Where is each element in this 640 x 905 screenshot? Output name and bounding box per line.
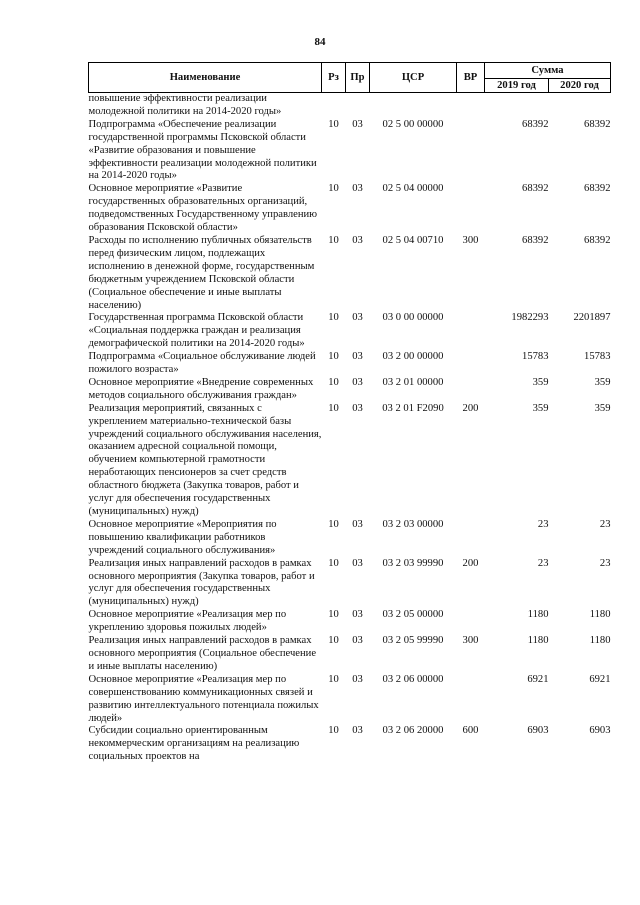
cell-rz: 10 [328, 518, 339, 530]
cell-rz: 10 [328, 635, 339, 647]
column-header-vr: ВР [457, 63, 485, 93]
cell-pr: 03 [352, 351, 363, 363]
cell-csr: 03 2 01 00000 [382, 376, 444, 388]
cell-sum-2019: 359 [532, 402, 549, 414]
cell-name: Основное мероприятие «Мероприятия по повышению квалификации работников учреждений социального обслуживания» [88, 518, 277, 556]
cell-sum-2020: 359 [594, 402, 611, 414]
table-row [89, 93, 611, 119]
cell-sum-2020: 1180 [589, 609, 611, 621]
cell-rz: 10 [328, 557, 339, 569]
cell-vr: 600 [462, 725, 479, 737]
cell-rz: 10 [328, 118, 339, 130]
cell-sum-2020 [549, 93, 611, 119]
cell-sum-2019: 1982293 [511, 312, 549, 324]
table-row [89, 235, 611, 312]
table-row [89, 403, 611, 519]
table-row [89, 312, 611, 351]
cell-name: Подпрограмма «Социальное обслуживание людей пожилого возраста» [88, 351, 316, 376]
column-header-rz: Рз [322, 63, 346, 93]
cell-name: Реализация мероприятий, связанных с укреплением материально-технической базы учреждений социального обслуживания населения, оказанием адресной социальной помощи, обучением компьютерной грамотности неработающих пенсионеров за счет средств областного бюджета (Закупка товаров, работ и услуг для обеспечения государственных (муниципальных) нужд) [88, 402, 322, 517]
table-row [89, 609, 611, 635]
cell-csr: 03 2 00 00000 [382, 351, 444, 363]
cell-sum-2019: 15783 [522, 351, 549, 363]
cell-rz: 10 [328, 673, 339, 685]
cell-name: Государственная программа Псковской области «Социальная поддержка граждан и реализация демографической политики на 2014-2020 годы» [88, 312, 305, 350]
cell-pr: 03 [352, 402, 363, 414]
column-header-pr: Пр [346, 63, 370, 93]
table-row [89, 725, 611, 764]
cell-name: повышение эффективности реализации молодежной политики на 2014-2020 годы» [88, 93, 282, 117]
cell-rz: 10 [328, 376, 339, 388]
cell-sum-2019: 68392 [522, 183, 549, 195]
cell-csr: 02 5 04 00710 [382, 234, 444, 246]
cell-sum-2020: 15783 [584, 351, 611, 363]
cell-csr: 03 0 00 00000 [382, 312, 444, 324]
cell-pr: 03 [352, 635, 363, 647]
table-header [89, 63, 611, 93]
table-row [89, 377, 611, 403]
cell-csr: 03 2 06 20000 [382, 725, 444, 737]
cell-vr [457, 519, 485, 558]
cell-sum-2019: 1180 [527, 635, 549, 647]
cell-vr [457, 609, 485, 635]
cell-vr [457, 93, 485, 119]
cell-vr [457, 674, 485, 726]
cell-vr: 200 [462, 402, 479, 414]
cell-sum-2020: 23 [599, 557, 611, 569]
column-header-2020: 2020 год [549, 79, 611, 93]
cell-sum-2019: 68392 [522, 118, 549, 130]
cell-pr: 03 [352, 118, 363, 130]
cell-sum-2020: 359 [594, 376, 611, 388]
table-row [89, 183, 611, 235]
cell-pr: 03 [352, 725, 363, 737]
cell-name: Основное мероприятие «Внедрение современных методов социального обслуживания граждан» [88, 376, 314, 401]
table-row [89, 351, 611, 377]
cell-rz: 10 [328, 402, 339, 414]
cell-name: Реализация иных направлений расходов в рамках основного мероприятия (Закупка товаров, работ и услуг для обеспечения государственных (муниципальных) нужд) [88, 557, 315, 608]
cell-pr: 03 [352, 609, 363, 621]
cell-sum-2020: 68392 [584, 183, 611, 195]
cell-csr: 03 2 03 99990 [382, 557, 444, 569]
table-row [89, 558, 611, 610]
cell-sum-2019: 23 [537, 518, 549, 530]
table-row [89, 674, 611, 726]
cell-pr: 03 [352, 234, 363, 246]
cell-csr: 03 2 01 F2090 [382, 402, 444, 414]
cell-sum-2019: 6903 [527, 725, 549, 737]
cell-rz: 10 [328, 609, 339, 621]
cell-csr: 03 2 05 99990 [382, 635, 444, 647]
cell-sum-2019: 68392 [522, 234, 549, 246]
cell-pr: 03 [352, 518, 363, 530]
cell-sum-2019: 23 [537, 557, 549, 569]
cell-sum-2020: 68392 [584, 118, 611, 130]
cell-vr [457, 183, 485, 235]
cell-sum-2020: 68392 [584, 234, 611, 246]
cell-vr [457, 312, 485, 351]
column-header-name: Наименование [89, 63, 322, 93]
cell-vr [457, 351, 485, 377]
cell-vr [457, 377, 485, 403]
cell-name: Реализация иных направлений расходов в рамках основного мероприятия (Социальное обеспечение и иные выплаты населению) [88, 635, 317, 672]
page-number: 84 [314, 36, 326, 48]
column-header-2019: 2019 год [485, 79, 549, 93]
budget-table [88, 62, 611, 764]
cell-rz: 10 [328, 351, 339, 363]
cell-vr: 300 [462, 234, 479, 246]
cell-sum-2020: 6903 [589, 725, 611, 737]
cell-name: Расходы по исполнению публичных обязательств перед физическим лицом, подлежащих исполнению в денежной форме, государственным бюджетным учреждением Псковской области (Социальное обеспечение и иные выплаты населению) [88, 234, 315, 311]
cell-pr: 03 [352, 557, 363, 569]
column-header-sum: Сумма [485, 63, 611, 79]
cell-csr: 02 5 04 00000 [382, 183, 444, 195]
cell-pr [346, 93, 370, 119]
cell-rz [322, 93, 346, 119]
cell-name: Основное мероприятие «Реализация мер по совершенствованию коммуникационных связей и развитию интеллектуального потенциала пожилых людей» [88, 673, 319, 724]
cell-csr [370, 93, 457, 119]
cell-pr: 03 [352, 376, 363, 388]
cell-rz: 10 [328, 183, 339, 195]
cell-vr: 300 [462, 635, 479, 647]
cell-csr: 02 5 00 00000 [382, 118, 444, 130]
cell-sum-2020: 6921 [589, 673, 611, 685]
cell-name: Основное мероприятие «Реализация мер по укреплению здоровья пожилых людей» [88, 609, 287, 634]
column-header-csr: ЦСР [370, 63, 457, 93]
cell-sum-2019 [485, 93, 549, 119]
cell-csr: 03 2 03 00000 [382, 518, 444, 530]
cell-pr: 03 [352, 673, 363, 685]
cell-pr: 03 [352, 183, 363, 195]
cell-rz: 10 [328, 312, 339, 324]
cell-sum-2020: 2201897 [573, 312, 611, 324]
cell-csr: 03 2 05 00000 [382, 609, 444, 621]
cell-sum-2019: 6921 [527, 673, 549, 685]
cell-csr: 03 2 06 00000 [382, 673, 444, 685]
cell-name: Основное мероприятие «Развитие государственных образовательных организаций, подведомственных Государственному управлению образования Псковской области» [88, 183, 318, 234]
cell-sum-2020: 23 [599, 518, 611, 530]
table-row [89, 519, 611, 558]
cell-name: Подпрограмма «Обеспечение реализации государственной программы Псковской области «Развитие образования и повышение эффективности реализации молодежной политики на 2014-2020 годы» [88, 118, 317, 182]
table-row [89, 119, 611, 184]
cell-vr [457, 119, 485, 184]
cell-sum-2020: 1180 [589, 635, 611, 647]
cell-sum-2019: 1180 [527, 609, 549, 621]
cell-name: Субсидии социально ориентированным некоммерческим организациям на реализацию социальных проектов на [88, 725, 300, 763]
cell-sum-2019: 359 [532, 376, 549, 388]
cell-rz: 10 [328, 234, 339, 246]
table-row [89, 635, 611, 674]
cell-pr: 03 [352, 312, 363, 324]
cell-rz: 10 [328, 725, 339, 737]
table-body [89, 93, 611, 765]
cell-vr: 200 [462, 557, 479, 569]
